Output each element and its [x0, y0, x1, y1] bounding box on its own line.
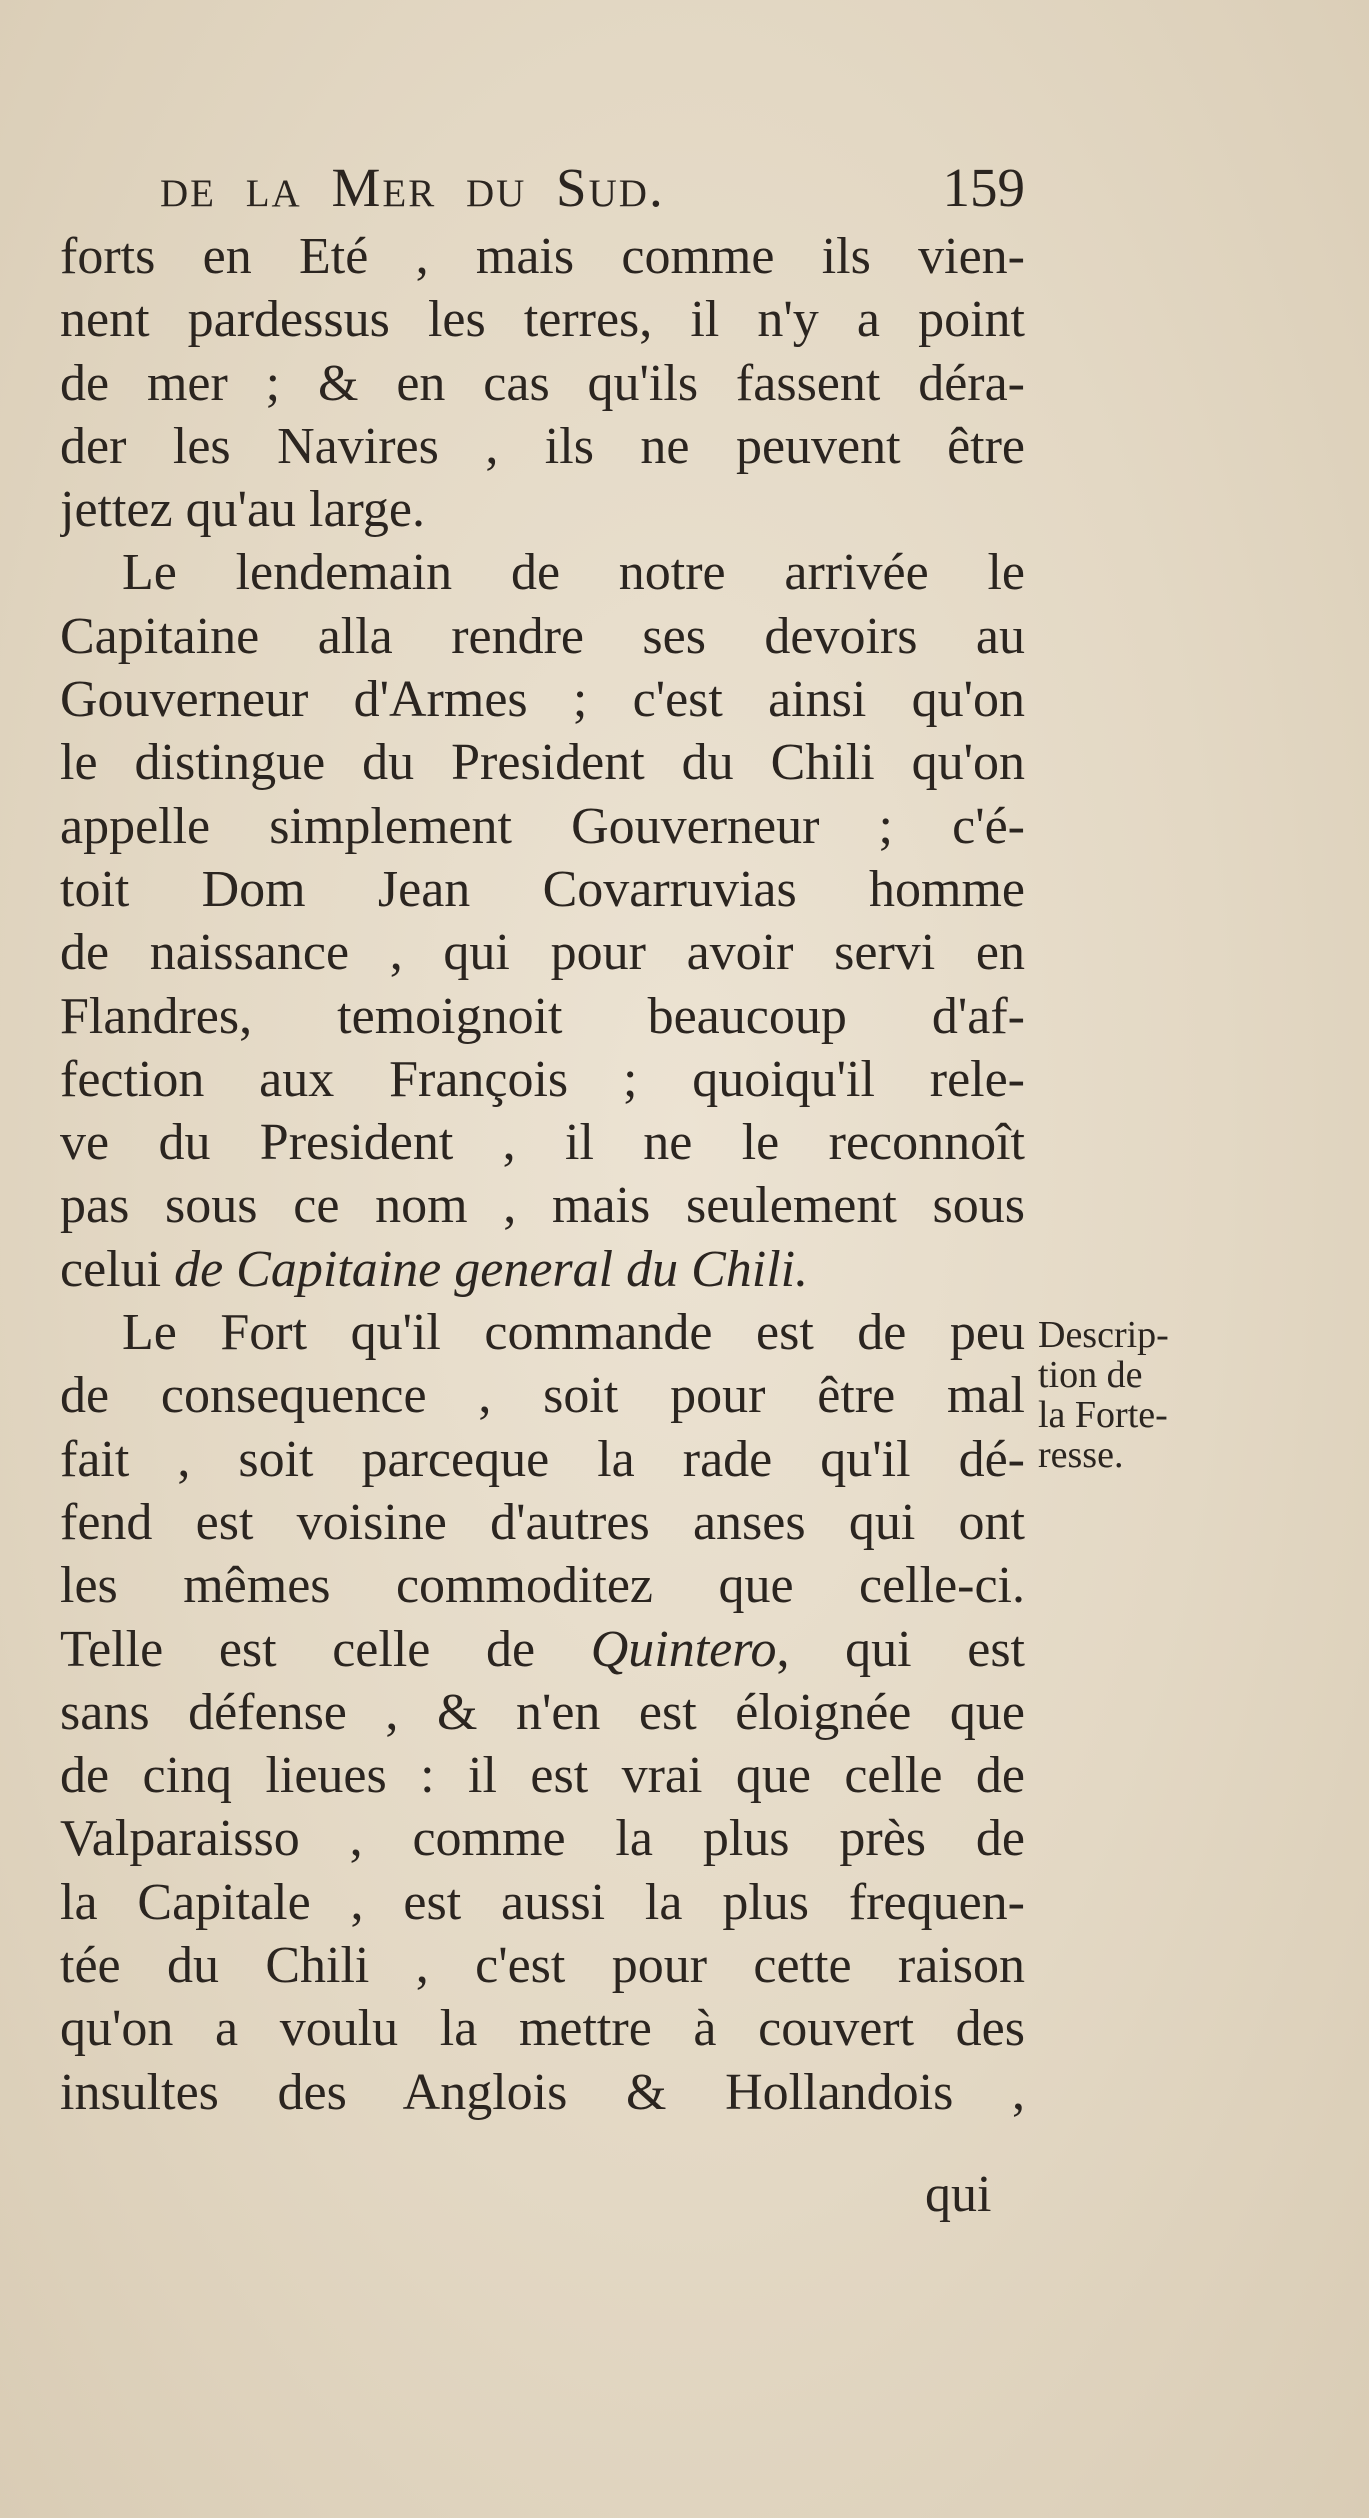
text-line: sans défense , & n'en est éloignée que: [60, 1683, 1025, 1741]
text-line: [60, 1618, 1025, 1681]
body-text: [60, 225, 1025, 2124]
text-line: Capitaine alla rendre ses devoirs au: [60, 607, 1025, 665]
text-line: der les Navires , ils ne peuvent être: [60, 417, 1025, 475]
text-line: le distingue du President du Chili qu'on: [60, 734, 1025, 792]
text-fragment: Telle est celle de: [60, 1620, 591, 1678]
text-line: de cinq lieues : il est vrai que celle de: [60, 1747, 1025, 1805]
text-line: toit Dom Jean Covarruvias homme: [60, 860, 1025, 918]
text-line: les mêmes commoditez que celle-ci.: [60, 1557, 1025, 1615]
text-line: de naissance , qui pour avoir servi en: [60, 924, 1025, 982]
margin-note-line: Descrip-: [1038, 1314, 1169, 1356]
text-fragment: celui: [60, 1240, 175, 1298]
catchword: qui: [925, 2166, 992, 2223]
margin-note-line: la Forte-: [1038, 1394, 1168, 1436]
text-line: fend est voisine d'autres anses qui ont: [60, 1493, 1025, 1551]
text-line: fait , soit parceque la rade qu'il dé-: [60, 1430, 1025, 1488]
text-line: la Capitale , est aussi la plus frequen-: [60, 1873, 1025, 1931]
page-number: 159: [942, 157, 1025, 218]
italic-phrase: de Capitaine general du Chili.: [174, 1240, 809, 1298]
text-line: Gouverneur d'Armes ; c'est ainsi qu'on: [60, 671, 1025, 729]
margin-note: [1038, 1315, 1238, 1475]
page-header: [160, 158, 1025, 218]
text-line: Valparaisso , comme la plus près de: [60, 1810, 1025, 1868]
text-line: [60, 1238, 1025, 1301]
text-line: Flandres, temoignoit beaucoup d'af-: [60, 987, 1025, 1045]
margin-note-line: tion de: [1038, 1354, 1143, 1396]
text-line: qu'on a voulu la mettre à couvert des: [60, 2000, 1025, 2058]
text-line: fection aux François ; quoiqu'il rele-: [60, 1050, 1025, 1108]
running-title: de la Mer du Sud.: [160, 157, 665, 218]
text-line: forts en Eté , mais comme ils vien-: [60, 228, 1025, 285]
italic-place-name: Quintero: [590, 1620, 777, 1678]
text-line: de mer ; & en cas qu'ils fassent déra-: [60, 354, 1025, 412]
text-fragment: , qui est: [776, 1620, 1025, 1678]
text-line-paragraph-start: Le lendemain de notre arrivée le: [122, 544, 1025, 602]
text-line: appelle simplement Gouverneur ; c'é-: [60, 797, 1025, 855]
text-line: tée du Chili , c'est pour cette raison: [60, 1937, 1025, 1995]
text-line: nent pardessus les terres, il n'y a point: [60, 291, 1025, 349]
text-line: insultes des Anglois & Hollandois ,: [60, 2063, 1025, 2121]
text-line-paragraph-start: Le Fort qu'il commande est de peu: [122, 1304, 1025, 1362]
text-line: ve du President , il ne le reconnoît: [60, 1114, 1025, 1172]
margin-note-line: resse.: [1038, 1434, 1124, 1476]
text-line: pas sous ce nom , mais seulement sous: [60, 1177, 1025, 1235]
text-line: de consequence , soit pour être mal: [60, 1367, 1025, 1425]
text-line: jettez qu'au large.: [60, 481, 426, 539]
